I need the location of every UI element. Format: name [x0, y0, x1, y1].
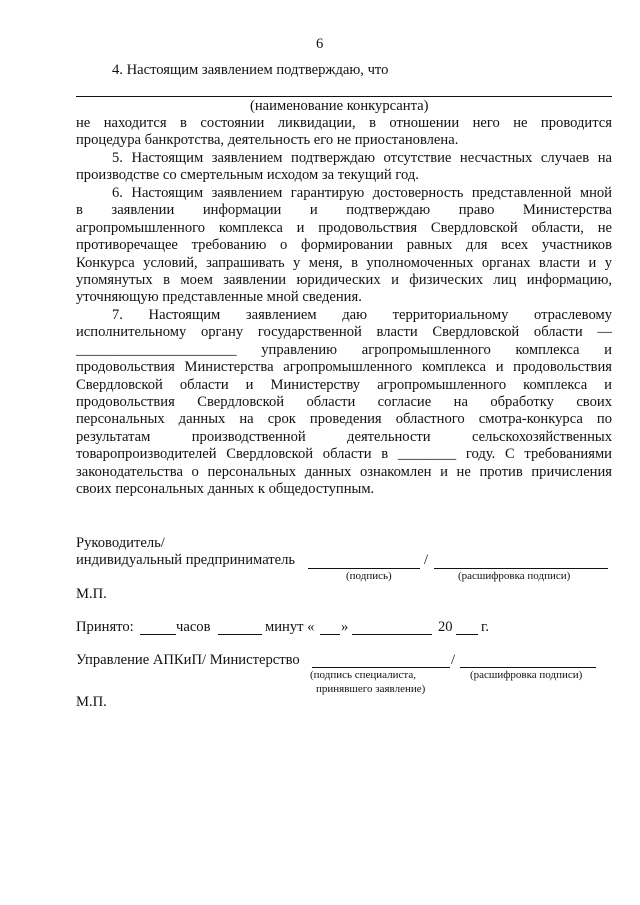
item6-line: упомянутых в моем заявлении юридических и физических лиц информацию, [76, 271, 612, 288]
signature-role-line2: индивидуальный предприниматель [76, 552, 296, 568]
contestant-name-caption: (наименование конкурсанта) [250, 98, 429, 114]
specialist-decoding-caption: (расшифровка подписи) [470, 669, 583, 681]
department-label: Управление АПКиП/ Министерство [76, 652, 300, 668]
signature-caption: (подпись) [346, 570, 392, 582]
signature-decoding-line [434, 568, 608, 569]
item5-line: производстве со смертельным исходом за текущий год. [76, 167, 419, 184]
item7-line: законодательства о персональных данных ознакомлен и не против причисления [76, 463, 612, 480]
item7-line: Свердловской области и Министерству агропромышленного комплекса и [76, 376, 612, 393]
signature-slash: / [424, 552, 429, 568]
stamp-label: М.П. [76, 586, 107, 602]
department-stamp-label: М.П. [76, 694, 107, 710]
hours-blank [140, 634, 176, 635]
item6-line: 6. Настоящим заявлением гарантирую достоверность представленной мной [112, 185, 612, 201]
department-slash: / [451, 652, 456, 668]
item7-line: результатам производственной деятельности сельскохозяйственных [76, 428, 612, 445]
item7-line: 7. Настоящим заявлением даю территориальному отраслевому [112, 307, 612, 323]
year-suffix: г. [481, 619, 489, 635]
contestant-name-line [76, 96, 612, 97]
quote-close: » [341, 619, 349, 635]
signature-decoding-caption: (расшифровка подписи) [458, 570, 571, 582]
accepted-label: Принято: [76, 619, 134, 635]
minutes-label: минут « [265, 619, 315, 635]
day-blank [320, 634, 340, 635]
item7-line: продовольствия Свердловской области согласие на обработку своих [76, 393, 612, 410]
signature-role-line1: Руководитель/ [76, 535, 165, 551]
item7-line: продовольствия Министерства агропромышленного комплекса и продовольствия [76, 359, 612, 376]
item6-line: Конкурса условий, запрашивать у меня, в уполномоченных органах власти и у [76, 254, 612, 271]
item6-line: в заявлении информации и подтверждаю право Министерства [76, 202, 612, 219]
item7-text [76, 307, 612, 498]
item5-line: 5. Настоящим заявлением подтверждаю отсутствие несчастных случаев на [112, 150, 612, 166]
item4-line: не находится в состоянии ликвидации, в отношении него не проводится [76, 115, 612, 131]
item7-line: своих персональных данных к общедоступным. [76, 480, 375, 497]
specialist-decoding-line [460, 667, 596, 668]
year-blank [456, 634, 478, 635]
item7-line: персональных данных на срок проведения областного смотра-конкурса по [76, 411, 612, 428]
item6-line: уточняющую представленные мной сведения. [76, 289, 362, 306]
minutes-blank [218, 634, 262, 635]
page-number: 6 [316, 36, 324, 52]
item6-line: агропромышленного комплекса и продовольствия Свердловской области, не [76, 219, 612, 236]
item4-line: процедура банкротства, деятельность его не приостановлена. [76, 132, 459, 149]
specialist-signature-line [312, 667, 450, 668]
item4-text [76, 115, 612, 150]
specialist-signature-caption-1: (подпись специалиста, [310, 669, 416, 681]
item4-lead: 4. Настоящим заявлением подтверждаю, что [112, 62, 389, 78]
item7-line: ______________________ управлению агропромышленного комплекса и [76, 341, 612, 358]
item6-text [76, 185, 612, 307]
item5-text [76, 150, 612, 185]
month-blank [352, 634, 432, 635]
item6-line: противоречащее требованию о формировании равных для всех участников [76, 237, 612, 254]
specialist-signature-caption-2: принявшего заявление) [316, 683, 426, 695]
hours-label: часов [176, 619, 211, 635]
signature-line [308, 568, 420, 569]
item7-line: исполнительному органу государственной власти Свердловской области — [76, 324, 612, 341]
year-prefix: 20 [438, 619, 453, 635]
item7-line: товаропроизводителей Свердловской области в ________ году. С требованиями [76, 446, 612, 463]
